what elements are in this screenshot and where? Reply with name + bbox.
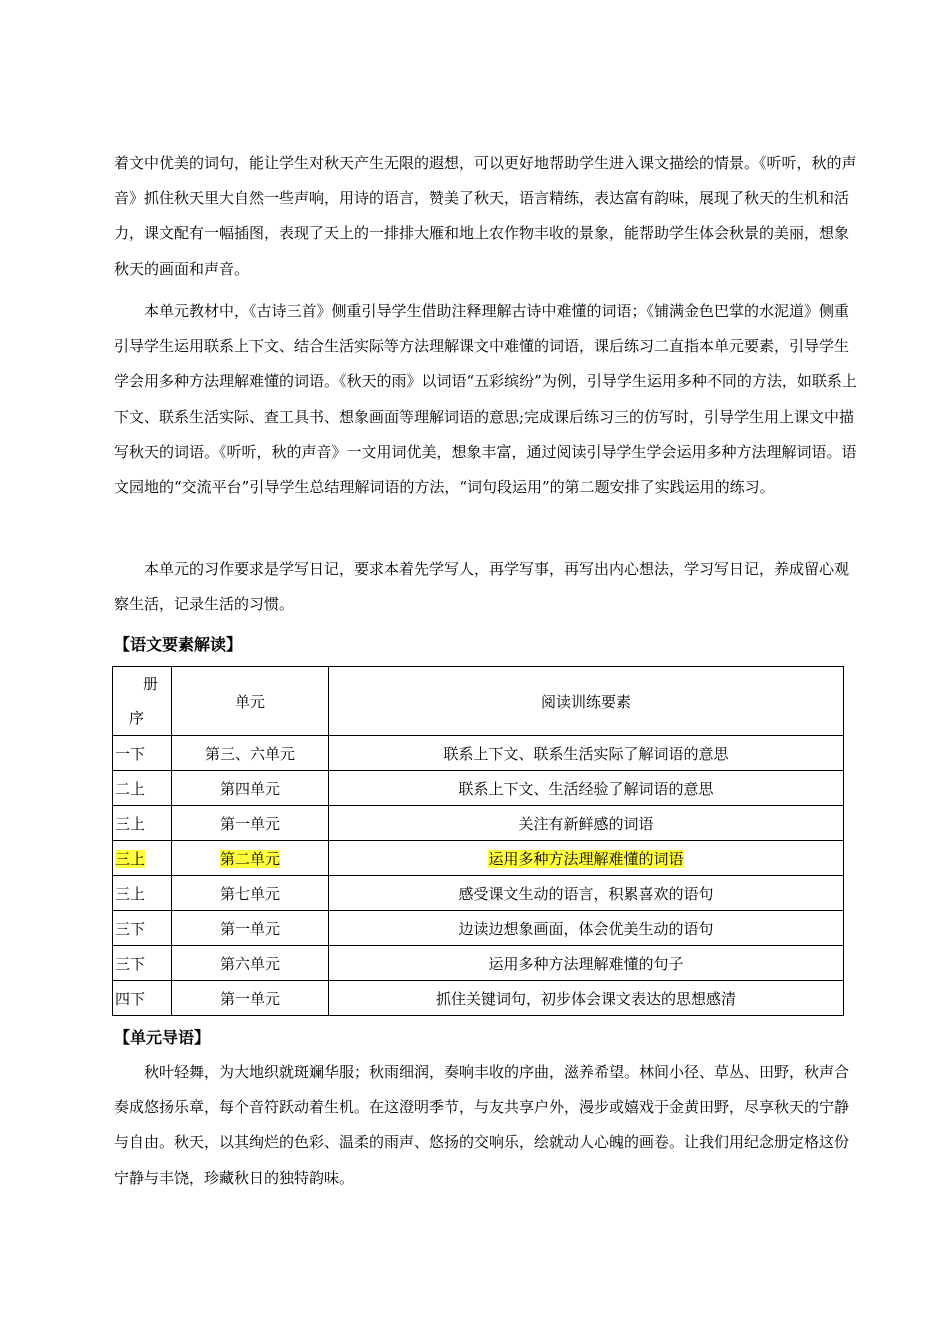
row-unit bbox=[172, 736, 329, 771]
reading-elements-table bbox=[112, 666, 844, 1016]
header-volume-bottom: 序 bbox=[129, 709, 145, 727]
row-volume-text: 三下 bbox=[115, 954, 146, 973]
unit-intro-paragraph: 秋叶轻舞，为大地织就斑斓华服；秋雨细润，奏响丰收的序曲，滋养希望。林间小径、草丛、田野，秋声合奏成悠扬乐章，每个音符跃动着生机。在这澄明季节，与友共享户外，漫步或嬉戏于金黄田野，尽享秋天的宁静与自由。秋天，以其绚烂的色彩、温柔的雨声、悠扬的交响乐，绘就动人心魄的画卷。让我们用纪念册定格这份宁静与丰饶，珍藏秋日的独特韵味。 bbox=[114, 1063, 850, 1187]
table-row bbox=[113, 981, 844, 1016]
row-unit bbox=[172, 911, 329, 946]
row-element-text: 运用多种方法理解难懂的句子 bbox=[488, 954, 684, 973]
row-element bbox=[329, 806, 844, 841]
row-unit bbox=[172, 876, 329, 911]
row-unit-text: 第一单元 bbox=[219, 919, 280, 938]
row-element bbox=[329, 841, 844, 876]
header-unit: 单元 bbox=[172, 667, 329, 736]
row-volume-text: 三上 bbox=[115, 849, 146, 868]
table-header-row bbox=[113, 667, 844, 736]
row-volume-text: 三下 bbox=[115, 919, 146, 938]
row-unit-text: 第一单元 bbox=[219, 814, 280, 833]
row-volume bbox=[113, 771, 172, 806]
table-row bbox=[113, 771, 844, 806]
row-unit bbox=[172, 806, 329, 841]
row-element-text: 边读边想象画面，体会优美生动的语句 bbox=[458, 919, 714, 938]
section-title-intro: 【单元导语】 bbox=[114, 1028, 211, 1047]
row-element bbox=[329, 876, 844, 911]
row-unit bbox=[172, 771, 329, 806]
row-unit bbox=[172, 946, 329, 981]
row-element-text: 联系上下文、联系生活实际了解词语的意思 bbox=[443, 744, 729, 763]
row-volume-text: 一下 bbox=[115, 744, 146, 763]
row-unit-text: 第六单元 bbox=[219, 954, 280, 973]
row-unit-text: 第三、六单元 bbox=[204, 744, 295, 763]
row-volume bbox=[113, 736, 172, 771]
row-element bbox=[329, 981, 844, 1016]
row-element-text: 联系上下文、生活经验了解词语的意思 bbox=[458, 779, 714, 798]
row-volume bbox=[113, 911, 172, 946]
row-volume-text: 三上 bbox=[115, 814, 146, 833]
paragraph-3: 本单元的习作要求是学写日记，要求本着先学写人，再学写事，再写出内心想法，学习写日记，养成留心观察生活，记录生活的习惯。 bbox=[114, 560, 850, 614]
row-volume-text: 三上 bbox=[115, 884, 146, 903]
row-element-text: 关注有新鲜感的词语 bbox=[518, 814, 654, 833]
row-element bbox=[329, 736, 844, 771]
row-element bbox=[329, 771, 844, 806]
row-volume bbox=[113, 806, 172, 841]
row-unit-text: 第二单元 bbox=[219, 849, 280, 868]
table-body bbox=[113, 736, 844, 1016]
paragraph-2: 本单元教材中，《古诗三首》侧重引导学生借助注释理解古诗中难懂的词语；《铺满金色巴掌的水泥道》侧重引导学生运用联系上下文、结合生活实际等方法理解课文中难懂的词语，课后练习二直指本单元要素，引导学生学会用多种方法理解难懂的词语。《秋天的雨》以词语“五彩缤纷”为例，引导学生运用多种不同的方法，如联系上下文、联系生活实际、查工具书、想象画面等理解词语的意思;完成课后练习三的仿写时，引导学生用上课文中描写秋天的词语。《听听，秋的声音》一文用词优美，想象丰富，通过阅读引导学生学会运用多种方法理解词语。语文园地的“交流平台”引导学生总结理解词语的方法，“词句段运用”的第二题安排了实践运用的练习。 bbox=[114, 302, 857, 497]
row-unit bbox=[172, 841, 329, 876]
row-unit-text: 第四单元 bbox=[219, 779, 280, 798]
row-unit bbox=[172, 981, 329, 1016]
table-row bbox=[113, 946, 844, 981]
row-element-text: 抓住关键词句，初步体会课文表达的思想感清 bbox=[435, 989, 736, 1008]
row-volume bbox=[113, 841, 172, 876]
row-element bbox=[329, 946, 844, 981]
row-volume-text: 四下 bbox=[115, 989, 146, 1008]
row-element-text: 运用多种方法理解难懂的词语 bbox=[488, 849, 684, 868]
header-volume-top: 册 bbox=[143, 675, 159, 693]
table-row bbox=[113, 736, 844, 771]
row-element-text: 感受课文生动的语言，积累喜欢的语句 bbox=[458, 884, 714, 903]
header-volume bbox=[113, 667, 172, 736]
paragraph-1: 着文中优美的词句，能让学生对秋天产生无限的遐想，可以更好地帮助学生进入课文描绘的情景。《听听，秋的声音》抓住秋天里大自然一些声响，用诗的语言，赞美了秋天，语言精练，表达富有韵味，展现了秋天的生机和活力，课文配有一幅插图，表现了天上的一排排大雁和地上农作物丰收的景象，能帮助学生体会秋景的美丽，想象秋天的画面和声音。 bbox=[114, 154, 857, 278]
row-volume bbox=[113, 876, 172, 911]
row-volume-text: 二上 bbox=[115, 779, 146, 798]
row-volume bbox=[113, 981, 172, 1016]
header-element: 阅读训练要素 bbox=[329, 667, 844, 736]
row-unit-text: 第七单元 bbox=[219, 884, 280, 903]
table-row bbox=[113, 841, 844, 876]
table-row bbox=[113, 876, 844, 911]
row-volume bbox=[113, 946, 172, 981]
row-unit-text: 第一单元 bbox=[219, 989, 280, 1008]
row-element bbox=[329, 911, 844, 946]
table-row bbox=[113, 806, 844, 841]
table-row bbox=[113, 911, 844, 946]
section-title-elements: 【语文要素解读】 bbox=[114, 635, 243, 654]
